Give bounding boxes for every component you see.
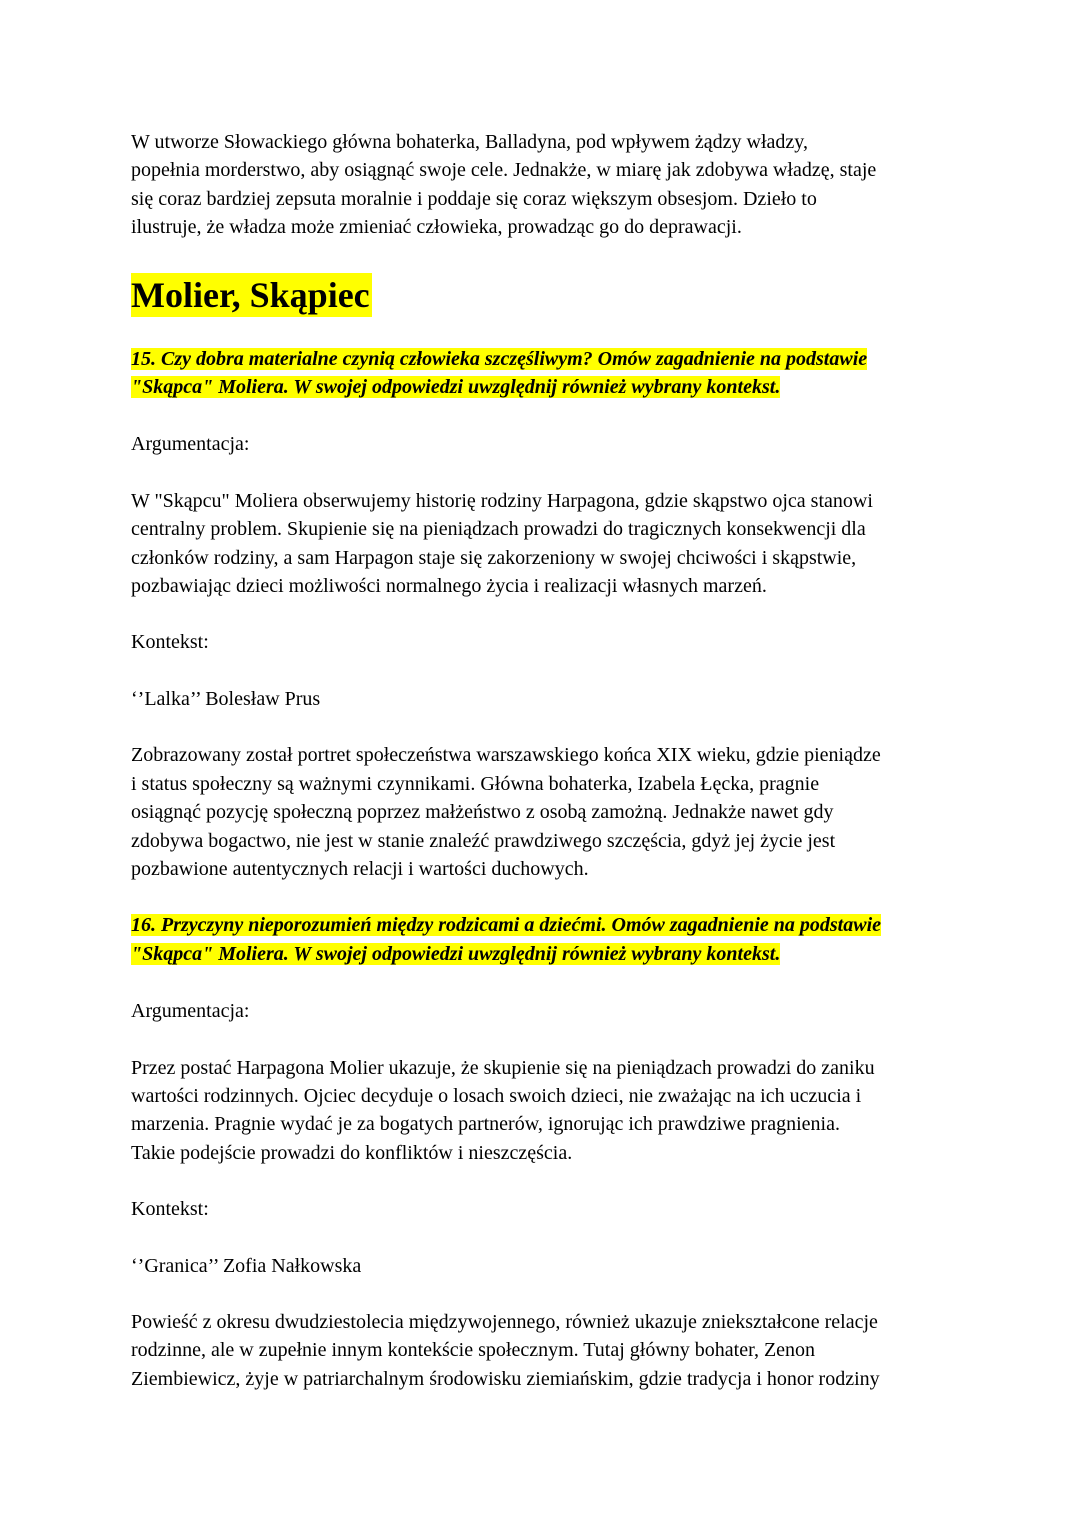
q16-argument-label: Argumentacja: [131,1000,250,1023]
intro-paragraph: W utworze Słowackiego główna bohaterka, Balladyna, pod wpływem żądzy władzy, popełnia morderstwo, aby osiągnąć swoje cele. Jednakże, w miarę jak zdobywa władzę, staje się coraz bardziej zepsuta moralnie i poddaje się coraz większym obsesjom. Dzieło to ilustruje, że władza może zmieniać człowieka, prowadząc go do deprawacji. [131,131,877,239]
document-page [131,128,961,1421]
question-16-text: 16. Przyczyny nieporozumień między rodzicami a dziećmi. Omów zagadnienie na podstawie "Skąpca" Moliera. W swojej odpowiedzi uwzględnij również wybrany kontekst. [131,914,881,965]
q15-argument-label: Argumentacja: [131,433,250,456]
q16-argument-text: Przez postać Harpagona Molier ukazuje, że skupienie się na pieniądzach prowadzi do zaniku wartości rodzinnych. Ojciec decyduje o losach swoich dzieci, nie zważając na ich uczucia i marzenia. Pragnie wydać je za bogatych partnerów, ignorując ich prawdziwe pragnienia. Takie podejście prowadzi do konfliktów i nieszczęścia. [131,1056,875,1164]
section-heading: Molier, Skąpiec [131,274,370,315]
q16-context-title: ‘’Granica’’ Zofia Nałkowska [131,1254,362,1277]
question-16 [131,911,961,968]
question-15 [131,345,961,402]
question-15-text: 15. Czy dobra materialne czynią człowieka szczęśliwym? Omów zagadnienie na podstawie "Skąpca" Moliera. W swojej odpowiedzi uwzględnij również wybrany kontekst. [131,347,868,399]
q15-context-title: ‘’Lalka’’ Bolesław Prus [131,687,321,710]
q16-context-label: Kontekst: [131,1198,209,1221]
q15-context-label: Kontekst: [131,631,209,654]
q15-context-text: Zobrazowany został portret społeczeństwa warszawskiego końca XIX wieku, gdzie pieniądze i status społeczny są ważnymi czynnikami. Główna bohaterka, Izabela Łęcka, pragnie osiągnąć pozycję społeczną poprzez małżeństwo z osobą zamożną. Jednakże nawet gdy zdobywa bogactwo, nie jest w stanie znaleźć prawdziwego szczęścia, gdyż jej życie jest pozbawione autentycznych relacji i wartości duchowych. [131,744,881,880]
q15-argument-text: W "Skąpcu" Moliera obserwujemy historię rodziny Harpagona, gdzie skąpstwo ojca stanowi centralny problem. Skupienie się na pieniądzach prowadzi do tragicznych konsekwencji dla członków rodziny, a sam Harpagon staje się zakorzeniony w swojej chciwości i skąpstwie, pozbawiając dzieci możliwości normalnego życia i realizacji własnych marzeń. [131,489,873,598]
q16-context-text: Powieść z okresu dwudziestolecia międzywojennego, również ukazuje zniekształcone relacje rodzinne, ale w zupełnie innym kontekście społecznym. Tutaj główny bohater, Zenon Ziembiewicz, żyje w patriarchalnym środowisku ziemiańskim, gdzie tradycja i honor rodziny [131,1310,880,1390]
